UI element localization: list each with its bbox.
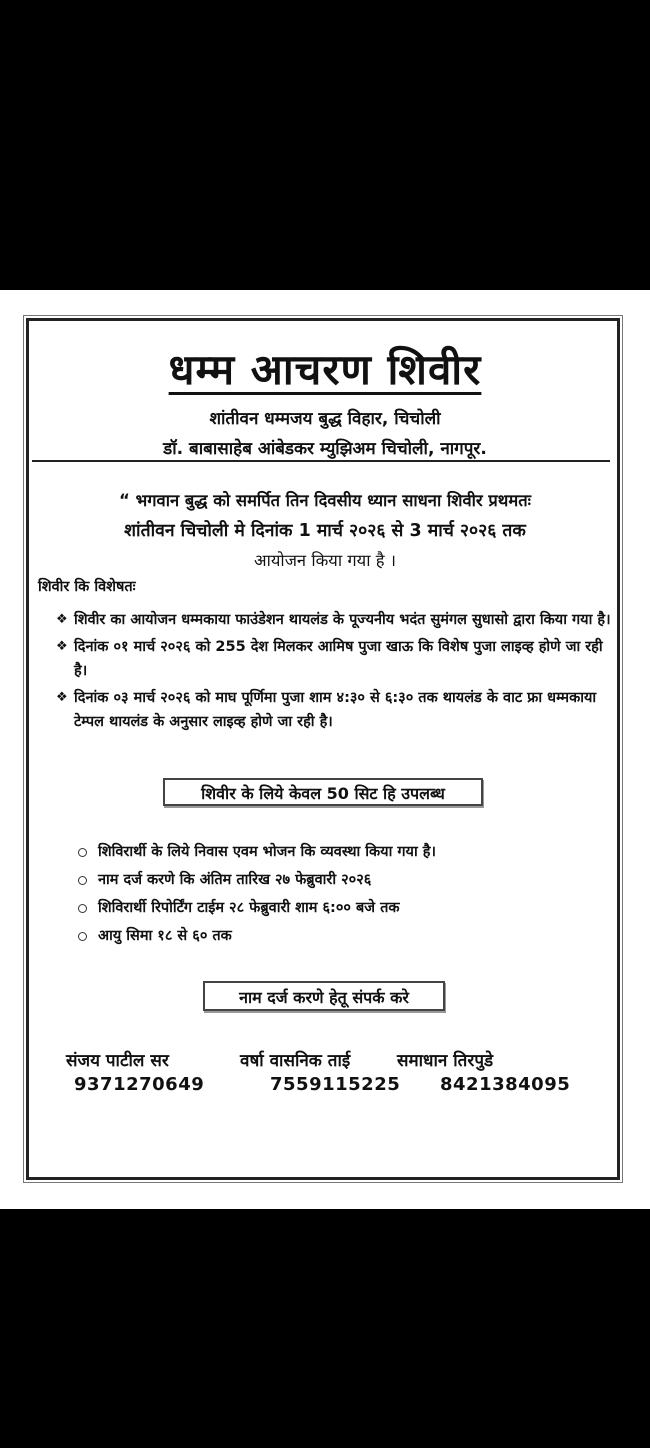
museum-line: डॉ. बाबासाहेब आंबेडकर म्युझिअम चिचोली, नागपूर. [163,439,487,459]
detail-item: शिविरार्थी के लिये निवास एवम भोजन कि व्यवस्था किया गया है। [78,838,598,866]
diamond-bullet-icon: ❖ [56,639,68,654]
contact-name-2: वर्षा वासनिक ताई [240,1051,351,1071]
feature-item: ❖ शिवीर का आयोजन धम्मकाया फाउंडेशन थायलंड के पूज्यनीय भदंत सुमंगल सुधासो द्वारा किया गया है। [56,608,616,632]
register-notice: नाम दर्ज करणे हेतू संपर्क करे [203,981,445,1011]
intro-line-3: आयोजन किया गया है । [253,551,397,570]
features-list [56,608,616,737]
feature-item: ❖ दिनांक ०१ मार्च २०२६ को 255 देश मिलकर आमिष पुजा खाऊ कि विशेष पुजा लाइव्ह होणे जा रही है। [56,635,616,683]
circle-bullet-icon [78,932,87,941]
circle-bullet-icon [78,876,87,885]
header-divider [32,460,610,462]
venue-line: शांतीवन धम्मजय बुद्ध विहार, चिचोली [209,409,441,429]
contact-name-3: समाधान तिरपुडे [397,1051,494,1071]
circle-bullet-icon [78,848,87,857]
intro-line-2: शांतीवन चिचोली मे दिनांक 1 मार्च २०२६ से 3 मार्च २०२६ तक [124,521,526,541]
contact-phone-3: 8421384095 [440,1074,571,1095]
contact-phone-1: 9371270649 [74,1074,205,1095]
feature-item: ❖ दिनांक ०३ मार्च २०२६ को माघ पूर्णिमा पुजा शाम ४:३० से ६:३० तक थायलंड के वाट फ्रा धम्मकाया टेम्पल थायलंड के अनुसार लाइव्ह होणे जा रही है। [56,686,616,734]
seats-notice: शिवीर के लिये केवल 50 सिट हि उपलब्ध [163,778,483,806]
diamond-bullet-icon: ❖ [56,690,68,705]
poster-title: धम्म आचरण शिवीर [168,345,482,394]
details-list [78,838,598,950]
detail-item: शिविरार्थी रिपोर्टिंग टाईम २८ फेब्रुवारी शाम ६:०० बजे तक [78,894,598,922]
poster [0,290,650,1209]
circle-bullet-icon [78,904,87,913]
intro-line-1: “ भगवान बुद्ध को समर्पित तिन दिवसीय ध्यान साधना शिवीर प्रथमतः [119,491,531,510]
detail-item: नाम दर्ज करणे कि अंतिम तारिख २७ फेब्रुवारी २०२६ [78,866,598,894]
features-heading: शिवीर कि विशेषतः [38,579,136,595]
diamond-bullet-icon: ❖ [56,612,68,627]
contact-name-1: संजय पाटील सर [66,1051,169,1071]
detail-item: आयु सिमा १८ से ६० तक [78,922,598,950]
contact-phone-2: 7559115225 [270,1074,401,1095]
